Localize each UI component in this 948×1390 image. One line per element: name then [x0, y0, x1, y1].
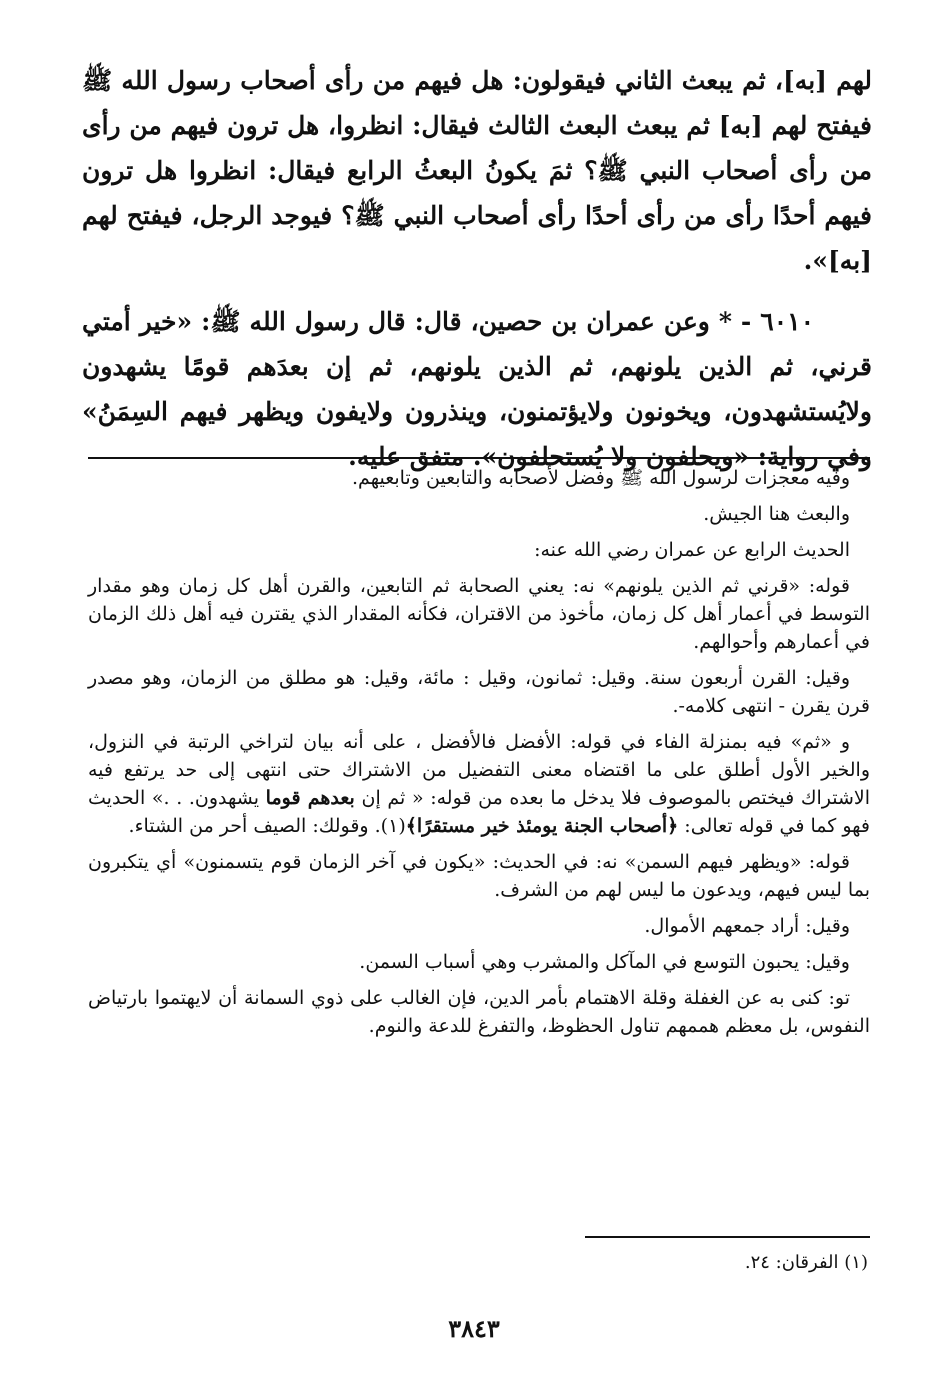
commentary-paragraph: والبعث هنا الجيش.: [703, 503, 850, 525]
hadith-text: [82, 58, 872, 495]
commentary-paragraph: وقيل: يحبون التوسع في المآكل والمشرب وهي أسباب السمن.: [359, 951, 850, 973]
commentary-text: يشهدون. . .» الحديث فهو كما في قوله تعالى:: [88, 787, 870, 837]
commentary-paragraph: قوله: «قرني ثم الذين يلونهم» نه: يعني الصحابة ثم التابعين، والقرن أهل كل زمان وهو مقدار التوسط في أعمار أهل كل زمان، مأخوذ من الاقتران، فكأنه المقدار الذي يقترن فيه أهل ذلك الزمان في أعمارهم وأحوالهم.: [88, 575, 870, 653]
hadith-paragraph-6010: ٦٠١٠ - * وعن عمران بن حصين، قال: قال رسول الله ﷺ: «خير أمتي قرني، ثم الذين يلونهم، ثم الذين يلونهم، ثم إن بعدَهم قومًا يشهدون ولايُستشهدون، ويخونون ولايؤتمنون، وينذرون ولايفون ويظهر فيهم السِمَنُ» وفي رواية: «ويحلفون ولا يُستحلفون». متفق عليه.: [82, 307, 872, 471]
commentary-paragraph: وفيه معجزات لرسول الله ﷺ وفضل لأصحابه والتابعين وتابعيهم.: [352, 467, 850, 489]
commentary-section: [88, 464, 870, 1048]
commentary-paragraph: وقيل: أراد جمعهم الأموال.: [644, 915, 850, 937]
commentary-paragraph: قوله: «ويظهر فيهم السمن» نه: في الحديث: «يكون في آخر الزمان قوم يتسمنون» أي يتكبرون بما ليس فيهم، ويدعون ما ليس لهم من الشرف.: [88, 851, 870, 901]
commentary-paragraph: [88, 728, 870, 840]
commentary-paragraph: وقيل: القرن أربعون سنة. وقيل: ثمانون، وقيل : مائة، وقيل: هو مطلق من الزمان، وهو مصدر قرن يقرن - انتهى كلامه-.: [88, 667, 870, 717]
main-divider-line: [88, 457, 870, 459]
hadith-paragraph-continuation: لهم [به]، ثم يبعث الثاني فيقولون: هل فيهم من رأى أصحاب رسول الله ﷺ فيفتح لهم [به] ثم يبعث البعث الثالث فيقال: انظروا، هل ترون فيهم من رأى من رأى أصحاب النبي ﷺ؟ ثمَ يكونُ البعثُ الرابع فيقال: انظروا هل ترون فيهم أحدًا رأى من رأى أحدًا رأى أصحاب النبي ﷺ؟ فيوجد الرجل، فيفتح لهم [به]».: [82, 66, 872, 275]
quran-verse: ﴿أصحاب الجنة يومئذ خير مستقرًا﴾: [405, 815, 679, 837]
commentary-paragraph: تو: كنى به عن الغفلة وقلة الاهتمام بأمر الدين، فإن الغالب على ذوي السمانة أن لايهتموا بارتياض النفوس، بل معظم هممهم تناول الحظوظ، والتفرغ للدعة والنوم.: [88, 987, 870, 1037]
page-number: ٣٨٤٣: [448, 1314, 500, 1343]
commentary-paragraph: الحديث الرابع عن عمران رضي الله عنه:: [534, 539, 850, 561]
commentary-text: و «ثم» فيه بمنزلة الفاء في قوله: الأفضل فالأفضل ، على أنه بيان لتراخي الرتبة في النزول، والخير الأول أطلق على ما اقتضاه معنى التفضيل من الاشتراك حتى انتهى إلى حد يرتفع فيه الاشتراك فيختص بالموصوف فلا يدخل ما بعده من قوله: « ثم إن: [88, 731, 871, 809]
commentary-bold-text: بعدهم قوما: [265, 787, 355, 809]
footnote: (١) الفرقان: ٢٤.: [744, 1252, 868, 1273]
footnote-divider-line: [585, 1236, 870, 1238]
commentary-text: (١). وقولك: الصيف أحر من الشتاء.: [128, 815, 406, 837]
